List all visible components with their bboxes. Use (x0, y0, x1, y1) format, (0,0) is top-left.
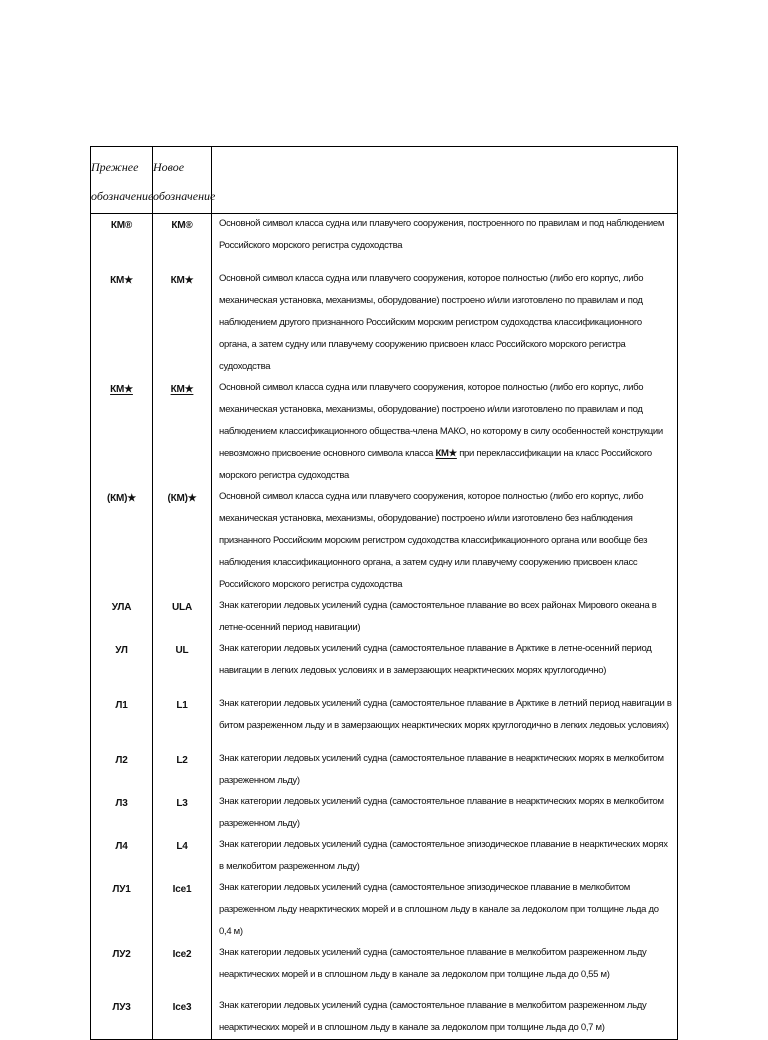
description-text: Знак категории ледовых усилений судна (самостоятельное плавание в неарктических морях в мелкобитом разреженном льду) (219, 752, 664, 786)
table-row (91, 214, 678, 269)
old-designation: ЛУ3 (91, 996, 153, 1040)
description-text: Знак категории ледовых усилений судна (самостоятельное эпизодическое плавание в неарктических морях в мелкобитом разреженном льду) (219, 838, 668, 872)
table-row (91, 878, 678, 943)
description (212, 996, 678, 1040)
table-row (91, 639, 678, 694)
description-text: Знак категории ледовых усилений судна (самостоятельное плавание в Арктике в летне-осенний период навигации в легких ледовых условиях и в замерзающих неарктических морях круглогодично) (219, 642, 652, 676)
description (212, 378, 678, 487)
new-designation: Ice3 (153, 996, 212, 1040)
old-designation: Л2 (91, 749, 153, 792)
new-designation: Ice1 (153, 878, 212, 943)
new-designation: UL (153, 639, 212, 694)
description (212, 487, 678, 596)
description (212, 214, 678, 269)
old-designation: (КМ)★ (91, 487, 153, 596)
description (212, 694, 678, 749)
old-designation: Л1 (91, 694, 153, 749)
description (212, 749, 678, 792)
header-description (212, 147, 678, 214)
header-old-designation (91, 147, 153, 214)
description-text: Знак категории ледовых усилений судна (самостоятельное плавание в мелкобитом разреженном льду неарктических морей и в сплошном льду в канале за ледоколом при толщине льда до 0,55 м) (219, 946, 647, 980)
old-designation: Л3 (91, 792, 153, 835)
table-row (91, 596, 678, 639)
old-designation: УЛА (91, 596, 153, 639)
description-text: Знак категории ледовых усилений судна (самостоятельное эпизодическое плавание в мелкобитом разреженном льду неарктических морей и в сплошном льду в канале за ледоколом при толщине льда до 0,4 м) (219, 881, 659, 937)
new-designation: L1 (153, 694, 212, 749)
new-designation: Ice2 (153, 943, 212, 996)
new-designation (153, 378, 212, 487)
description-part-b: при переклассификации на класс Российского морского регистра судоходства (219, 447, 652, 481)
description-text: Основной символ класса судна или плавучего сооружения, которое полностью (либо его корпус, либо механическая установка, механизмы, оборудование) построено и/или изготовлено по правилам и под наблюдением другого признанного Российским морским регистром судоходства классификационного органа, а затем судну или плавучему сооружению присвоен класс Российского морского регистра судоходства (219, 272, 644, 372)
header-new-line2: обозначение (153, 189, 216, 203)
new-designation: ULA (153, 596, 212, 639)
new-designation: КМ★ (153, 269, 212, 378)
old-designation (91, 378, 153, 487)
description-symbol: КМ★ (435, 447, 457, 459)
header-new-line1: Новое (153, 160, 185, 174)
old-designation: ЛУ2 (91, 943, 153, 996)
table-row (91, 996, 678, 1040)
new-designation: (КМ)★ (153, 487, 212, 596)
description-text (219, 377, 673, 487)
class-notation-table (90, 146, 678, 1040)
header-old-line1: Прежнее (91, 160, 139, 174)
new-designation: L3 (153, 792, 212, 835)
table-row (91, 269, 678, 378)
description-text: Знак категории ледовых усилений судна (самостоятельное плавание в Арктике в летний период навигации в битом разреженном льду и в замерзающих неарктических морях круглогодично в легких ледовых условиях) (219, 697, 672, 731)
old-designation: КМ® (91, 214, 153, 269)
table-row (91, 749, 678, 792)
new-designation: L2 (153, 749, 212, 792)
new-designation: L4 (153, 835, 212, 878)
old-designation: УЛ (91, 639, 153, 694)
new-designation: КМ® (153, 214, 212, 269)
table-row (91, 694, 678, 749)
description-text: Знак категории ледовых усилений судна (самостоятельное плавание в неарктических морях в мелкобитом разреженном льду) (219, 795, 664, 829)
new-designation-text: КМ★ (170, 383, 194, 395)
description-text: Основной символ класса судна или плавучего сооружения, построенного по правилам и под наблюдением Российского морского регистра судоходства (219, 218, 665, 251)
header-new-designation (153, 147, 216, 214)
description (212, 792, 678, 835)
table-row (91, 835, 678, 878)
table-row (91, 378, 678, 487)
old-designation: КМ★ (91, 269, 153, 378)
description (212, 943, 678, 996)
description (212, 835, 678, 878)
old-designation: Л4 (91, 835, 153, 878)
description (212, 596, 678, 639)
description-text: Знак категории ледовых усилений судна (самостоятельное плавание во всех районах Мирового океана в летне-осенний период навигации) (219, 599, 657, 633)
description-text: Основной символ класса судна или плавучего сооружения, которое полностью (либо его корпус, либо механическая установка, механизмы, оборудование) построено и/или изготовлено без наблюдения признанного Российским морским регистром судоходства классификационного органа или вообще без наблюдения классификационного органа, а затем судну или плавучему сооружению присвоен класс Российского морского регистра судоходства (219, 490, 648, 590)
description-part-a: Основной символ класса судна или плавучего сооружения, которое полностью (либо его корпус, либо механическая установка, механизмы, оборудование) построено и/или изготовлено по правилам и под наблюдением классификационного общества-члена МАКО, но которому в силу особенностей конструкции невозможно присвоение основного символа класса (219, 381, 663, 459)
table-row (91, 943, 678, 996)
description (212, 878, 678, 943)
old-designation: ЛУ1 (91, 878, 153, 943)
description (212, 269, 678, 378)
old-designation-text: КМ★ (110, 383, 133, 395)
table-row (91, 487, 678, 596)
table-header-row (91, 147, 678, 214)
header-old-line2: обозначение (91, 189, 154, 203)
description-text: Знак категории ледовых усилений судна (самостоятельное плавание в мелкобитом разреженном льду неарктических морей и в сплошном льду в канале за ледоколом при толщине льда до 0,7 м) (219, 999, 647, 1033)
table-row (91, 792, 678, 835)
description (212, 639, 678, 694)
